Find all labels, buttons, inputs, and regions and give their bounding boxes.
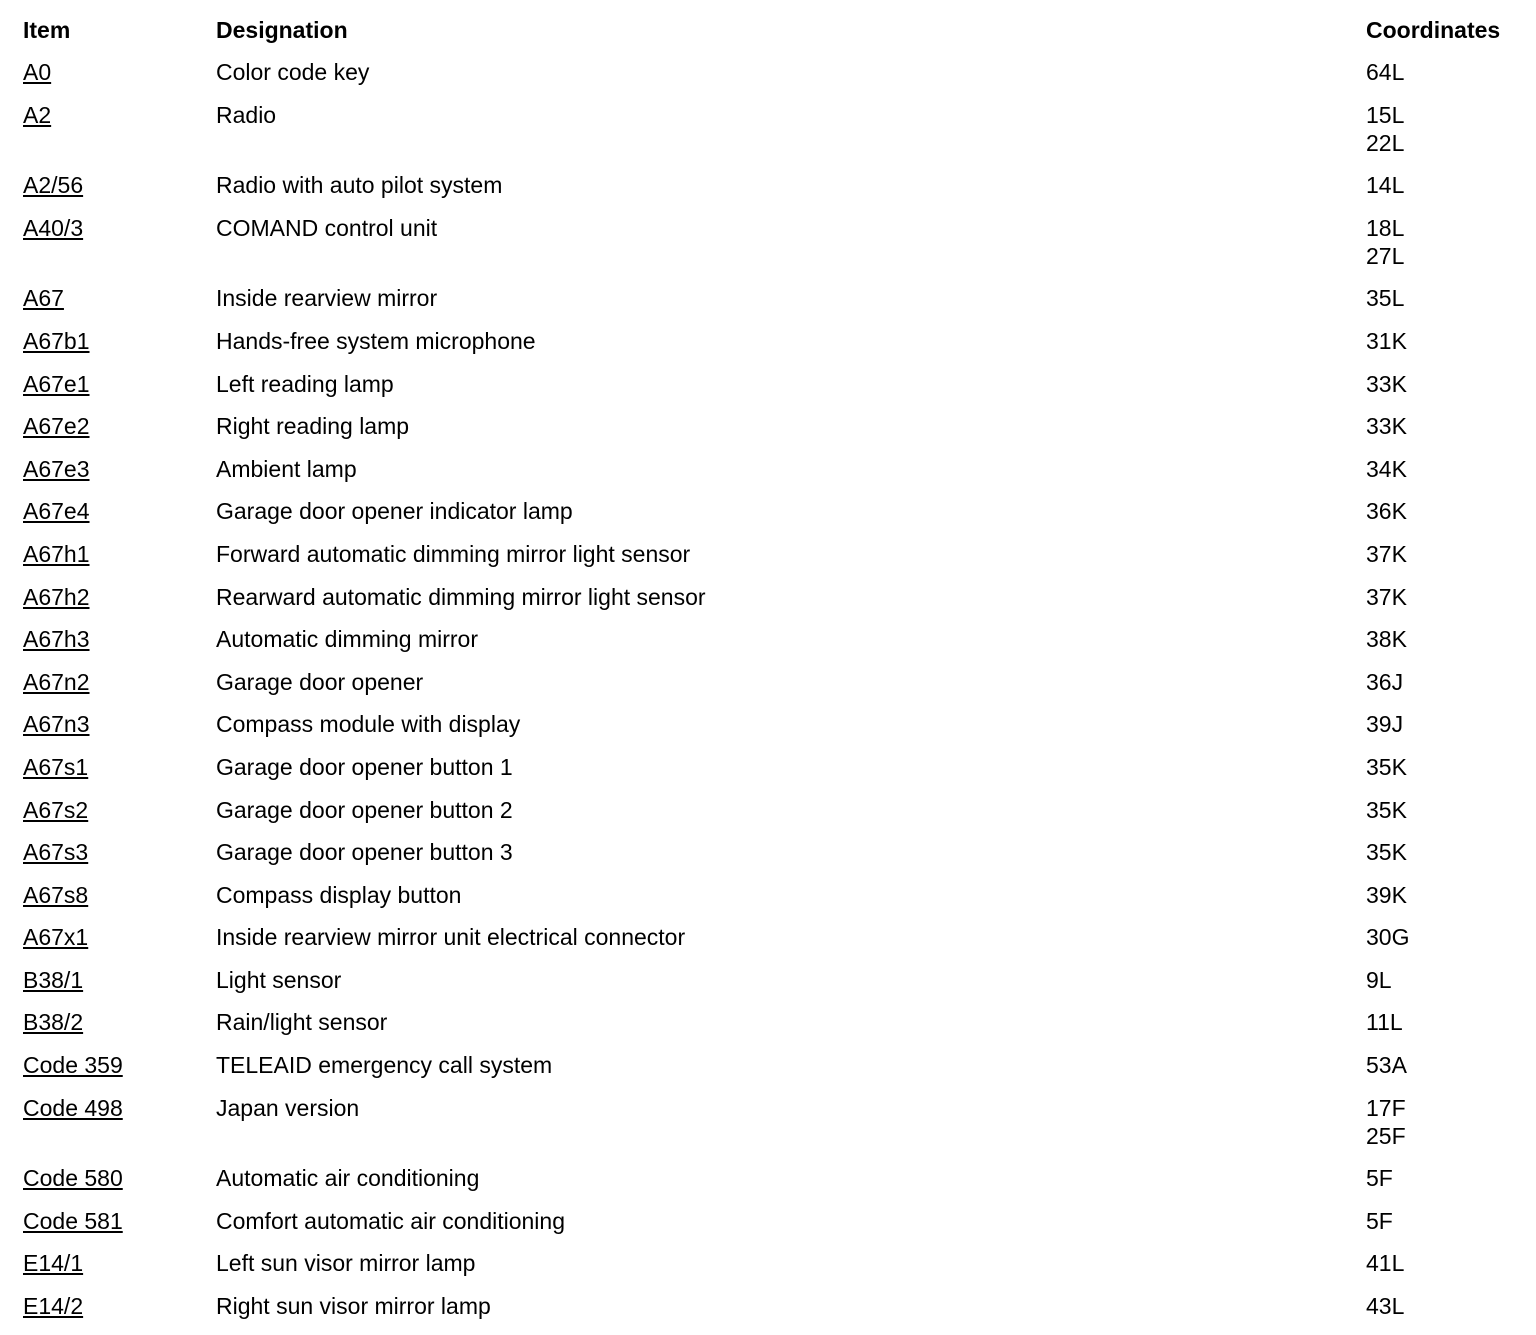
coordinates-cell [1366,1292,1523,1335]
coordinates-cell [1366,1008,1523,1051]
coordinate-value: 39J [1366,711,1404,738]
designation-cell: Garage door opener [216,668,424,695]
coordinate-value: 43L [1366,1293,1405,1320]
item-cell [23,796,216,839]
table-row [23,455,1523,498]
coordinate-value: 35L [1366,285,1405,312]
item-cell [23,284,216,327]
item-link[interactable]: Code 580 [23,1165,123,1192]
coordinate-value: 35K [1366,839,1407,866]
item-link[interactable]: A40/3 [23,214,84,241]
table-row [23,58,1523,101]
item-cell [23,58,216,101]
designation-cell: Inside rearview mirror [216,285,438,312]
coordinate-value: 14L [1366,172,1405,199]
designation-cell: Color code key [216,59,370,85]
item-cell [23,838,216,881]
item-cell [23,370,216,413]
designation-cell: Japan version [216,1094,360,1121]
coordinate-value: 17F [1366,1094,1406,1121]
table-row [23,214,1523,285]
item-link[interactable]: A67n2 [23,668,90,695]
coordinates-cell [1366,583,1523,626]
table-row [23,370,1523,413]
item-cell [23,455,216,498]
item-cell [23,753,216,796]
item-cell [23,923,216,966]
item-cell [23,171,216,214]
table-row [23,923,1523,966]
coordinate-value: 35K [1366,753,1407,780]
header-coordinates: Coordinates [1366,17,1501,43]
table-row [23,838,1523,881]
designation-cell: Garage door opener button 3 [216,839,513,866]
item-link[interactable]: A67e1 [23,370,90,397]
designation-cell: Garage door opener button 2 [216,796,513,823]
item-link[interactable]: A67e4 [23,498,90,525]
item-cell [23,966,216,1009]
table-row [23,101,1523,172]
header-designation: Designation [216,17,348,43]
item-cell [23,1207,216,1250]
designation-cell: Left reading lamp [216,370,394,397]
table-row [23,753,1523,796]
designation-cell: Light sensor [216,966,342,993]
coordinates-cell [1366,966,1523,1009]
coordinate-value: 33K [1366,413,1407,440]
item-cell [23,710,216,753]
coordinates-cell [1366,1207,1523,1250]
table-header [23,16,1523,58]
designation-cell: Rearward automatic dimming mirror light sensor [216,583,706,610]
coordinates-cell [1366,838,1523,881]
table-row [23,497,1523,540]
coordinate-value: 36J [1366,668,1404,695]
designation-cell: TELEAID emergency call system [216,1052,553,1079]
item-cell [23,625,216,668]
coordinate-value: 15L [1366,101,1405,128]
coordinates-cell [1366,58,1523,101]
coordinates-cell [1366,923,1523,966]
item-link[interactable]: A67n3 [23,711,90,738]
coordinates-cell [1366,710,1523,753]
item-cell [23,540,216,583]
item-cell [23,412,216,455]
item-cell [23,1249,216,1292]
item-cell [23,1051,216,1094]
coordinate-value: 34K [1366,455,1407,482]
item-link[interactable]: Code 498 [23,1094,123,1121]
item-link[interactable]: A2 [23,101,52,128]
coordinate-value: 18L [1366,214,1405,241]
table-row [23,1094,1523,1165]
coordinate-value: 22L [1366,129,1405,156]
item-link[interactable]: Code 581 [23,1207,123,1234]
table-row [23,284,1523,327]
coordinate-value: 39K [1366,881,1407,908]
item-link[interactable]: A67h2 [23,583,90,610]
coordinate-value: 5F [1366,1165,1393,1192]
coordinate-value: 53A [1366,1052,1407,1079]
item-link[interactable]: A67s8 [23,881,89,908]
coordinates-cell [1366,881,1523,924]
table-row [23,1207,1523,1250]
designation-cell: Inside rearview mirror unit electrical connector [216,924,686,951]
coordinates-cell [1366,284,1523,327]
coordinates-cell [1366,1249,1523,1292]
item-cell [23,497,216,540]
item-link[interactable]: Code 359 [23,1052,123,1079]
designation-cell: Hands-free system microphone [216,327,536,354]
item-link[interactable]: A67s3 [23,839,89,866]
designation-cell: Compass module with display [216,711,521,738]
item-cell [23,1292,216,1335]
designation-cell: Ambient lamp [216,455,357,482]
header-row [23,16,1523,58]
designation-cell: COMAND control unit [216,214,438,241]
designation-cell: Compass display button [216,881,462,908]
coordinate-value: 36K [1366,498,1407,525]
table-row [23,583,1523,626]
designation-cell: Left sun visor mirror lamp [216,1250,476,1277]
coordinates-cell [1366,1094,1523,1165]
coordinate-value: 35K [1366,796,1407,823]
coordinates-cell [1366,327,1523,370]
coordinates-cell [1366,497,1523,540]
coordinate-value: 25F [1366,1122,1406,1149]
table-row [23,1008,1523,1051]
header-item: Item [23,17,71,43]
coordinate-value: 38K [1366,626,1407,653]
table-row [23,1292,1523,1335]
designation-cell: Forward automatic dimming mirror light sensor [216,540,691,567]
table-row [23,1051,1523,1094]
coordinates-cell [1366,540,1523,583]
item-cell [23,1094,216,1165]
coordinate-value: 9L [1366,966,1392,993]
item-cell [23,327,216,370]
coordinate-value: 27L [1366,242,1405,269]
component-legend-table [23,16,1523,1335]
item-cell [23,881,216,924]
designation-cell: Rain/light sensor [216,1009,388,1036]
table-row [23,966,1523,1009]
table-row [23,710,1523,753]
coordinate-value: 33K [1366,370,1407,397]
table-row [23,625,1523,668]
item-link[interactable]: A67h1 [23,540,90,567]
item-cell [23,1008,216,1051]
designation-cell: Right reading lamp [216,413,410,440]
table-row [23,796,1523,839]
coordinate-value: 41L [1366,1250,1405,1277]
designation-cell: Right sun visor mirror lamp [216,1293,491,1320]
coordinates-cell [1366,171,1523,214]
coordinates-cell [1366,796,1523,839]
item-cell [23,1164,216,1207]
item-cell [23,583,216,626]
table-row [23,881,1523,924]
item-link[interactable]: A67b1 [23,327,90,354]
item-link[interactable]: A67 [23,285,64,312]
table-row [23,171,1523,214]
designation-cell: Automatic dimming mirror [216,626,478,653]
coordinate-value: 64L [1366,59,1405,85]
coordinates-cell [1366,101,1523,172]
coordinate-value: 30G [1366,924,1410,951]
coordinate-value: 37K [1366,540,1407,567]
item-link[interactable]: A2/56 [23,172,84,199]
designation-cell: Radio [216,101,277,128]
item-link[interactable]: E14/2 [23,1293,84,1320]
table-row [23,327,1523,370]
coordinates-cell [1366,412,1523,455]
coordinate-value: 5F [1366,1207,1393,1234]
item-link[interactable]: A67h3 [23,626,90,653]
item-link[interactable]: A67e3 [23,455,90,482]
coordinates-cell [1366,668,1523,711]
table-row [23,1249,1523,1292]
table-row [23,412,1523,455]
table-row [23,1164,1523,1207]
designation-cell: Comfort automatic air conditioning [216,1207,565,1234]
coordinates-cell [1366,1051,1523,1094]
coordinates-cell [1366,753,1523,796]
coordinates-cell [1366,625,1523,668]
item-cell [23,214,216,285]
designation-cell: Radio with auto pilot system [216,172,503,199]
item-link[interactable]: E14/1 [23,1250,84,1277]
item-cell [23,668,216,711]
table-row [23,540,1523,583]
coordinate-value: 31K [1366,327,1407,354]
item-link[interactable]: A67e2 [23,413,90,440]
designation-cell: Garage door opener button 1 [216,753,513,780]
item-link[interactable]: A67s1 [23,753,89,780]
coordinate-value: 37K [1366,583,1407,610]
table-body [23,58,1523,1335]
item-cell [23,101,216,172]
designation-cell: Automatic air conditioning [216,1165,480,1192]
item-link[interactable]: B38/2 [23,1009,84,1036]
item-link[interactable]: B38/1 [23,966,84,993]
table-row [23,668,1523,711]
coordinate-value: 11L [1366,1009,1403,1036]
item-link[interactable]: A67s2 [23,796,89,823]
designation-cell: Garage door opener indicator lamp [216,498,573,525]
item-link[interactable]: A0 [23,59,52,85]
coordinates-cell [1366,455,1523,498]
item-link[interactable]: A67x1 [23,924,89,951]
coordinates-cell [1366,370,1523,413]
coordinates-cell [1366,214,1523,285]
coordinates-cell [1366,1164,1523,1207]
